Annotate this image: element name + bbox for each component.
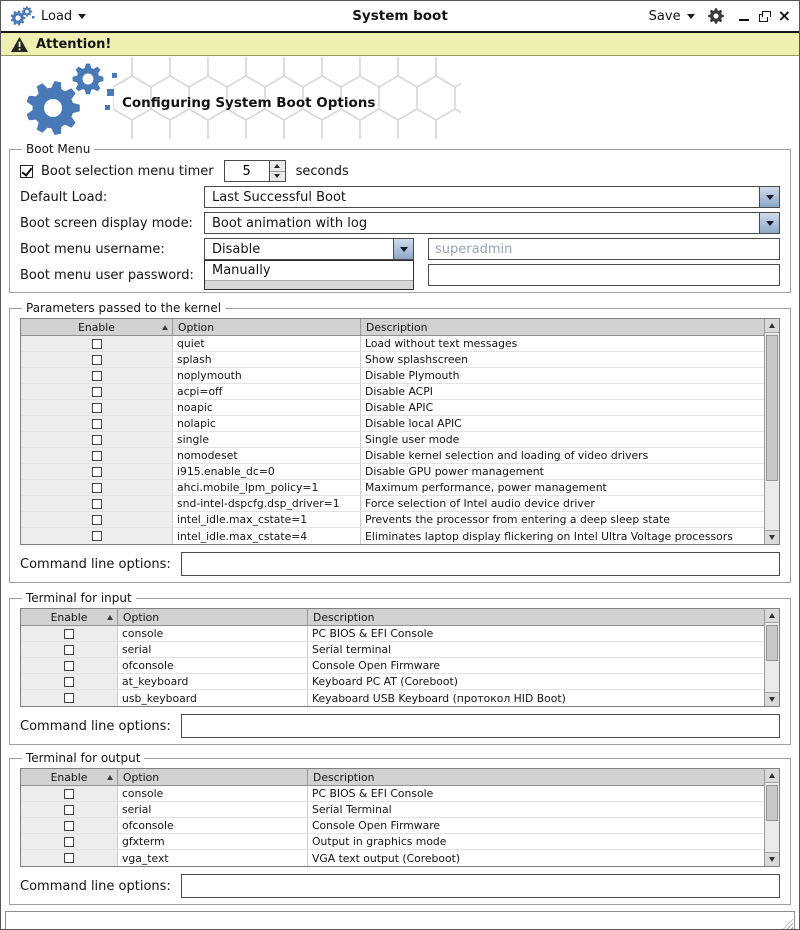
row-checkbox[interactable] bbox=[64, 821, 74, 831]
terminal-output-table bbox=[20, 768, 780, 867]
table-row[interactable] bbox=[21, 786, 764, 802]
scrollbar-thumb[interactable] bbox=[766, 335, 778, 481]
option-cell: intel_idle.max_cstate=1 bbox=[173, 512, 361, 527]
description-cell: PC BIOS & EFI Console bbox=[312, 787, 434, 800]
row-checkbox[interactable] bbox=[64, 629, 74, 639]
display-mode-value: Boot animation with log bbox=[212, 215, 368, 231]
table-row[interactable] bbox=[21, 674, 764, 690]
row-checkbox[interactable] bbox=[92, 483, 102, 493]
resize-grip[interactable] bbox=[781, 919, 793, 930]
command-line-row bbox=[20, 714, 780, 738]
chevron-down-icon bbox=[769, 857, 775, 862]
terminal-input-group bbox=[9, 591, 791, 745]
vertical-scrollbar[interactable] bbox=[764, 769, 779, 866]
option-cell: gfxterm bbox=[118, 834, 308, 849]
username-label: Boot menu username: bbox=[20, 241, 165, 257]
description-cell: Keyboard PC AT (Coreboot) bbox=[312, 675, 458, 688]
enable-cell bbox=[21, 642, 118, 657]
vertical-scrollbar[interactable] bbox=[764, 319, 779, 544]
enable-cell bbox=[21, 480, 173, 495]
scroll-down-button[interactable] bbox=[765, 852, 779, 866]
option-cell: console bbox=[118, 626, 308, 641]
command-line-row bbox=[20, 874, 780, 898]
description-cell: Disable APIC bbox=[365, 401, 434, 414]
row-checkbox[interactable] bbox=[64, 853, 74, 863]
chevron-down-icon[interactable] bbox=[393, 239, 413, 259]
table-row[interactable] bbox=[21, 528, 764, 544]
scroll-up-button[interactable] bbox=[765, 609, 779, 623]
row-checkbox[interactable] bbox=[64, 645, 74, 655]
spinner-buttons bbox=[269, 161, 285, 181]
enable-cell bbox=[21, 850, 118, 866]
option-cell: i915.enable_dc=0 bbox=[173, 464, 361, 479]
scroll-up-button[interactable] bbox=[765, 319, 779, 333]
option-cell: console bbox=[118, 786, 308, 801]
restore-button[interactable] bbox=[759, 14, 768, 22]
column-header-enable[interactable] bbox=[21, 769, 118, 785]
row-checkbox[interactable] bbox=[64, 837, 74, 847]
row-checkbox[interactable] bbox=[92, 387, 102, 397]
enable-cell bbox=[21, 464, 173, 479]
option-cell: snd-intel-dspcfg.dsp_driver=1 bbox=[173, 496, 361, 511]
sort-ascending-icon bbox=[162, 325, 168, 330]
scrollbar-thumb[interactable] bbox=[766, 625, 778, 661]
description-cell: Serial Terminal bbox=[312, 803, 392, 816]
description-cell: Eliminates laptop display flickering on Intel Ultra Voltage processors bbox=[365, 529, 733, 543]
row-checkbox[interactable] bbox=[92, 467, 102, 477]
table-header-row bbox=[21, 609, 764, 626]
table-body bbox=[21, 336, 764, 544]
option-cell: serial bbox=[118, 802, 308, 817]
app-gears-icon bbox=[9, 5, 35, 27]
table-row[interactable] bbox=[21, 416, 764, 432]
enable-cell bbox=[21, 400, 173, 415]
display-mode-select[interactable] bbox=[204, 212, 780, 234]
option-cell: ofconsole bbox=[118, 658, 308, 673]
table-row[interactable] bbox=[21, 496, 764, 512]
description-cell: Serial terminal bbox=[312, 643, 392, 656]
table-body bbox=[21, 786, 764, 866]
table-row[interactable] bbox=[21, 512, 764, 528]
table-body bbox=[21, 626, 764, 706]
dropdown-option-manually[interactable]: Manually bbox=[212, 263, 271, 278]
table-row[interactable] bbox=[21, 432, 764, 448]
chevron-up-icon bbox=[769, 323, 775, 328]
username-mode-dropdown bbox=[204, 260, 414, 290]
save-menu-label: Save bbox=[648, 8, 681, 24]
scrollbar-thumb[interactable] bbox=[766, 785, 778, 821]
option-cell: vga_text bbox=[118, 850, 308, 866]
command-line-row bbox=[20, 552, 780, 576]
enable-cell bbox=[21, 690, 118, 706]
column-header-description[interactable]: Description bbox=[366, 320, 428, 334]
enable-cell bbox=[21, 834, 118, 849]
row-checkbox[interactable] bbox=[92, 435, 102, 445]
window-title: System boot bbox=[352, 8, 448, 24]
row-checkbox[interactable] bbox=[64, 789, 74, 799]
option-cell: noapic bbox=[173, 400, 361, 415]
table-row[interactable] bbox=[21, 642, 764, 658]
option-cell: noplymouth bbox=[173, 368, 361, 383]
terminal-input-command-line-input[interactable] bbox=[181, 714, 780, 738]
kernel-params-legend: Parameters passed to the kernel bbox=[26, 301, 222, 315]
titlebar bbox=[1, 1, 799, 33]
load-menu-button[interactable] bbox=[41, 9, 86, 24]
table-row[interactable] bbox=[21, 626, 764, 642]
default-load-select[interactable] bbox=[204, 186, 780, 208]
enable-header-label: Enable bbox=[50, 610, 88, 624]
column-header-option[interactable]: Option bbox=[173, 319, 361, 335]
description-cell: Single user mode bbox=[365, 433, 460, 446]
settings-gear-button[interactable] bbox=[707, 7, 725, 25]
enable-cell bbox=[21, 674, 118, 689]
row-checkbox[interactable] bbox=[92, 499, 102, 509]
terminal-input-table bbox=[20, 608, 780, 707]
warning-icon bbox=[11, 37, 28, 52]
boot-menu-group bbox=[9, 142, 791, 293]
chevron-down-icon bbox=[687, 14, 695, 19]
column-header-option[interactable]: Option bbox=[118, 609, 308, 625]
table-row[interactable] bbox=[21, 384, 764, 400]
close-button[interactable]: × bbox=[777, 6, 791, 25]
boot-timer-checkbox[interactable] bbox=[20, 165, 33, 178]
enable-cell bbox=[21, 786, 118, 801]
table-row[interactable] bbox=[21, 818, 764, 834]
default-load-label: Default Load: bbox=[20, 189, 108, 205]
chevron-down-icon bbox=[274, 174, 280, 178]
row-checkbox[interactable] bbox=[92, 451, 102, 461]
scroll-down-button[interactable] bbox=[765, 530, 779, 544]
minimize-button[interactable] bbox=[739, 12, 749, 21]
password-input[interactable] bbox=[428, 264, 780, 286]
terminal-output-legend: Terminal for output bbox=[26, 751, 141, 765]
enable-cell bbox=[21, 496, 173, 511]
table-row[interactable] bbox=[21, 368, 764, 384]
enable-cell bbox=[21, 336, 173, 351]
kernel-params-group bbox=[9, 301, 791, 583]
description-cell: Disable ACPI bbox=[365, 385, 433, 398]
option-cell: serial bbox=[118, 642, 308, 657]
command-line-label: Command line options: bbox=[20, 556, 171, 572]
save-menu-button[interactable] bbox=[649, 9, 695, 24]
description-cell: Disable local APIC bbox=[365, 417, 462, 430]
chevron-down-icon[interactable] bbox=[759, 213, 779, 233]
enable-cell bbox=[21, 626, 118, 641]
table-row[interactable] bbox=[21, 352, 764, 368]
table-row[interactable] bbox=[21, 336, 764, 352]
option-cell: nolapic bbox=[173, 416, 361, 431]
kernel-params-table bbox=[20, 318, 780, 545]
status-bar bbox=[5, 911, 795, 930]
table-header-row bbox=[21, 769, 764, 786]
column-header-description[interactable]: Description bbox=[313, 610, 375, 624]
vertical-scrollbar[interactable] bbox=[764, 609, 779, 706]
option-cell: single bbox=[173, 432, 361, 447]
option-cell: usb_keyboard bbox=[118, 690, 308, 706]
timer-unit-label: seconds bbox=[295, 163, 349, 179]
table-row[interactable] bbox=[21, 464, 764, 480]
table-header-row bbox=[21, 319, 764, 336]
row-checkbox[interactable] bbox=[64, 661, 74, 671]
table-row[interactable] bbox=[21, 400, 764, 416]
enable-cell bbox=[21, 658, 118, 673]
boot-timer-spinner bbox=[224, 160, 286, 182]
timer-row bbox=[20, 160, 780, 182]
enable-header-label: Enable bbox=[50, 770, 88, 784]
enable-cell bbox=[21, 512, 173, 527]
boot-menu-legend: Boot Menu bbox=[26, 142, 91, 156]
description-cell: Console Open Firmware bbox=[312, 819, 441, 832]
description-cell: PC BIOS & EFI Console bbox=[312, 627, 434, 640]
row-checkbox[interactable] bbox=[64, 677, 74, 687]
table-row[interactable] bbox=[21, 690, 764, 706]
chevron-up-icon bbox=[769, 773, 775, 778]
description-cell: Maximum performance, power management bbox=[365, 481, 607, 494]
attention-banner[interactable] bbox=[1, 33, 799, 56]
description-cell: Disable Plymouth bbox=[365, 369, 460, 382]
table-row[interactable] bbox=[21, 658, 764, 674]
chevron-down-icon bbox=[769, 535, 775, 540]
row-checkbox[interactable] bbox=[92, 531, 102, 541]
option-cell: intel_idle.max_cstate=4 bbox=[173, 528, 361, 544]
sort-ascending-icon bbox=[107, 775, 113, 780]
description-cell: Console Open Firmware bbox=[312, 659, 441, 672]
enable-cell bbox=[21, 352, 173, 367]
column-header-description[interactable]: Description bbox=[313, 770, 375, 784]
enable-cell bbox=[21, 416, 173, 431]
description-cell: Prevents the processor from entering a deep sleep state bbox=[365, 513, 670, 526]
column-header-enable[interactable] bbox=[21, 609, 118, 625]
enable-cell bbox=[21, 448, 173, 463]
chevron-down-icon[interactable] bbox=[759, 187, 779, 207]
table-row[interactable] bbox=[21, 802, 764, 818]
option-cell: ofconsole bbox=[118, 818, 308, 833]
option-cell: ahci.mobile_lpm_policy=1 bbox=[173, 480, 361, 495]
enable-header-label: Enable bbox=[78, 320, 115, 334]
description-cell: Disable GPU power management bbox=[365, 465, 544, 478]
row-checkbox[interactable] bbox=[92, 515, 102, 525]
terminal-output-group bbox=[9, 751, 791, 905]
row-checkbox[interactable] bbox=[92, 339, 102, 349]
description-cell: VGA text output (Coreboot) bbox=[312, 851, 461, 865]
chevron-down-icon bbox=[78, 14, 86, 19]
username-mode-select[interactable] bbox=[204, 238, 414, 260]
boot-timer-label: Boot selection menu timer bbox=[41, 163, 214, 179]
page-title: Configuring System Boot Options bbox=[122, 95, 376, 111]
row-checkbox[interactable] bbox=[92, 355, 102, 365]
row-checkbox[interactable] bbox=[92, 371, 102, 381]
kernel-command-line-input[interactable] bbox=[181, 552, 780, 576]
terminal-input-legend: Terminal for input bbox=[26, 591, 132, 605]
chevron-down-icon bbox=[769, 697, 775, 702]
table-row[interactable] bbox=[21, 480, 764, 496]
command-line-label: Command line options: bbox=[20, 878, 171, 894]
enable-cell bbox=[21, 818, 118, 833]
display-mode-row bbox=[20, 212, 780, 234]
description-cell: Keyaboard USB Keyboard (протокол HID Boot) bbox=[312, 691, 566, 705]
gears-icon bbox=[15, 59, 119, 137]
command-line-label: Command line options: bbox=[20, 718, 171, 734]
row-checkbox[interactable] bbox=[92, 419, 102, 429]
attention-label: Attention! bbox=[36, 36, 112, 52]
spinner-down-button[interactable] bbox=[270, 172, 285, 182]
option-cell: nomodeset bbox=[173, 448, 361, 463]
username-mode-select-wrap bbox=[204, 238, 414, 278]
row-checkbox[interactable] bbox=[64, 805, 74, 815]
description-cell: Disable kernel selection and loading of video drivers bbox=[365, 449, 649, 462]
row-checkbox[interactable] bbox=[64, 693, 74, 703]
username-input[interactable] bbox=[428, 238, 780, 260]
column-header-option[interactable]: Option bbox=[118, 769, 308, 785]
dropdown-scrollbar[interactable] bbox=[205, 280, 413, 289]
username-mode-value: Disable bbox=[212, 241, 261, 257]
row-checkbox[interactable] bbox=[92, 403, 102, 413]
description-cell: Force selection of Intel audio device driver bbox=[365, 497, 595, 510]
display-mode-label: Boot screen display mode: bbox=[20, 215, 193, 231]
enable-cell bbox=[21, 528, 173, 544]
default-load-row bbox=[20, 186, 780, 208]
table-row[interactable] bbox=[21, 834, 764, 850]
scroll-up-button[interactable] bbox=[765, 769, 779, 783]
table-row[interactable] bbox=[21, 448, 764, 464]
description-cell: Load without text messages bbox=[365, 337, 518, 350]
load-menu-label: Load bbox=[41, 8, 73, 24]
column-header-enable[interactable] bbox=[21, 319, 173, 335]
enable-cell bbox=[21, 432, 173, 447]
spinner-up-button[interactable] bbox=[270, 161, 285, 172]
scroll-down-button[interactable] bbox=[765, 692, 779, 706]
description-cell: Show splashscreen bbox=[365, 353, 469, 366]
boot-timer-input[interactable] bbox=[225, 161, 269, 181]
table-row[interactable] bbox=[21, 850, 764, 866]
option-cell: acpi=off bbox=[173, 384, 361, 399]
option-cell: splash bbox=[173, 352, 361, 367]
chevron-up-icon bbox=[274, 164, 280, 168]
sort-ascending-icon bbox=[107, 615, 113, 620]
option-cell: quiet bbox=[173, 336, 361, 351]
password-label: Boot menu user password: bbox=[20, 267, 194, 283]
enable-cell bbox=[21, 384, 173, 399]
chevron-up-icon bbox=[769, 613, 775, 618]
header bbox=[1, 56, 799, 140]
default-load-value: Last Successful Boot bbox=[212, 189, 347, 205]
description-cell: Output in graphics mode bbox=[312, 835, 447, 848]
enable-cell bbox=[21, 802, 118, 817]
enable-cell bbox=[21, 368, 173, 383]
terminal-output-command-line-input[interactable] bbox=[181, 874, 780, 898]
option-cell: at_keyboard bbox=[118, 674, 308, 689]
